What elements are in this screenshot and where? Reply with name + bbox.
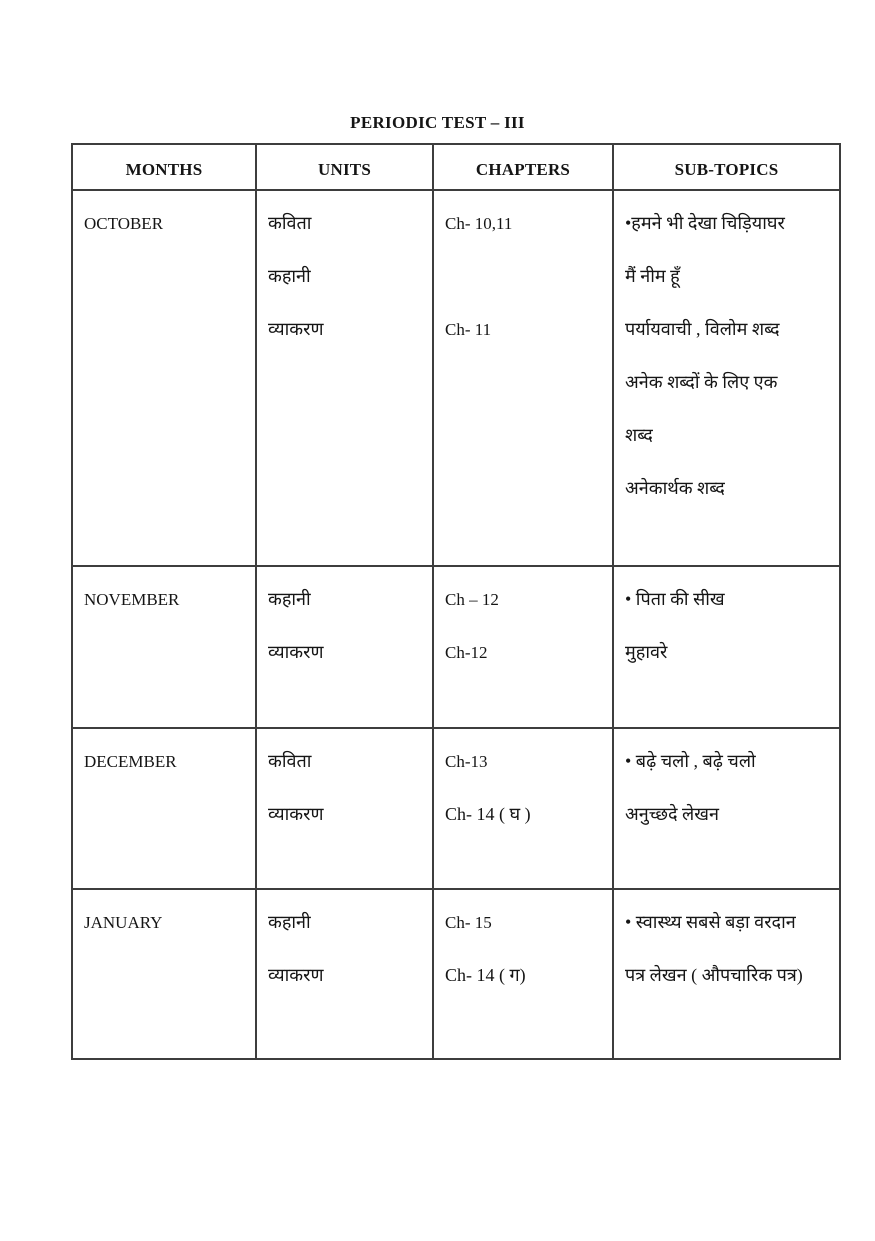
unit-line: व्याकरण bbox=[268, 642, 324, 662]
month-label: OCTOBER bbox=[84, 214, 164, 233]
units-cell bbox=[256, 889, 433, 1059]
column-header-units: UNITS bbox=[256, 144, 433, 190]
table-row bbox=[72, 190, 840, 566]
units-cell bbox=[256, 566, 433, 728]
column-header-sub-topics: SUB-TOPICS bbox=[613, 144, 840, 190]
subtopics-cell bbox=[613, 566, 840, 728]
month-label: NOVEMBER bbox=[84, 590, 180, 609]
chapter-line: Ch – 12 bbox=[445, 590, 499, 609]
unit-line: व्याकरण bbox=[268, 319, 324, 339]
subtopics-cell bbox=[613, 889, 840, 1059]
subtopic-line: • बढ़े चलो , बढ़े चलो bbox=[625, 751, 756, 771]
month-cell bbox=[72, 566, 256, 728]
header-row bbox=[72, 144, 840, 190]
month-cell bbox=[72, 190, 256, 566]
unit-line: कहानी bbox=[268, 266, 311, 286]
chapter-line bbox=[445, 250, 604, 303]
column-header-months: MONTHS bbox=[72, 144, 256, 190]
subtopic-line: •हमने भी देखा चिड़ियाघर bbox=[625, 213, 785, 233]
chapter-line: Ch- 14 ( ग) bbox=[445, 965, 526, 985]
unit-line: व्याकरण bbox=[268, 965, 324, 985]
chapters-cell bbox=[433, 889, 613, 1059]
subtopics-cell bbox=[613, 190, 840, 566]
units-cell bbox=[256, 190, 433, 566]
chapters-cell bbox=[433, 566, 613, 728]
subtopics-cell bbox=[613, 728, 840, 889]
chapter-line: Ch- 15 bbox=[445, 913, 492, 932]
periodic-test-table bbox=[71, 143, 841, 1060]
subtopic-line: • स्वास्थ्य सबसे बड़ा वरदान bbox=[625, 912, 796, 932]
unit-line: कविता bbox=[268, 213, 312, 233]
subtopic-line: शब्द bbox=[625, 425, 653, 445]
month-cell bbox=[72, 728, 256, 889]
chapter-line: Ch- 11 bbox=[445, 320, 492, 339]
units-cell bbox=[256, 728, 433, 889]
chapter-line: Ch- 10,11 bbox=[445, 214, 513, 233]
table-row bbox=[72, 889, 840, 1059]
table-row bbox=[72, 728, 840, 889]
subtopic-line: मुहावरे bbox=[625, 642, 668, 662]
subtopic-line: अनेकार्थक शब्द bbox=[625, 478, 725, 498]
unit-line: कविता bbox=[268, 751, 312, 771]
unit-line: कहानी bbox=[268, 912, 311, 932]
subtopic-line: मैं नीम हूँ bbox=[625, 266, 680, 286]
subtopic-line: अनेक शब्दों के लिए एक bbox=[625, 372, 778, 392]
column-header-chapters: CHAPTERS bbox=[433, 144, 613, 190]
subtopic-line: अनुच्छदे लेखन bbox=[625, 804, 719, 824]
table-row bbox=[72, 566, 840, 728]
chapter-line: Ch-13 bbox=[445, 752, 488, 771]
chapters-cell bbox=[433, 728, 613, 889]
subtopic-line: पत्र लेखन ( औपचारिक पत्र) bbox=[625, 965, 803, 985]
chapter-line: Ch-12 bbox=[445, 643, 488, 662]
page-title: PERIODIC TEST – III bbox=[350, 113, 525, 132]
month-cell bbox=[72, 889, 256, 1059]
month-label: JANUARY bbox=[84, 913, 163, 932]
month-label: DECEMBER bbox=[84, 752, 177, 771]
unit-line: कहानी bbox=[268, 589, 311, 609]
table-body bbox=[72, 190, 840, 1059]
chapters-cell bbox=[433, 190, 613, 566]
unit-line: व्याकरण bbox=[268, 804, 324, 824]
subtopic-line: • पिता की सीख bbox=[625, 589, 725, 609]
chapter-line: Ch- 14 ( घ ) bbox=[445, 804, 531, 824]
subtopic-line: पर्यायवाची , विलोम शब्द bbox=[625, 319, 780, 339]
